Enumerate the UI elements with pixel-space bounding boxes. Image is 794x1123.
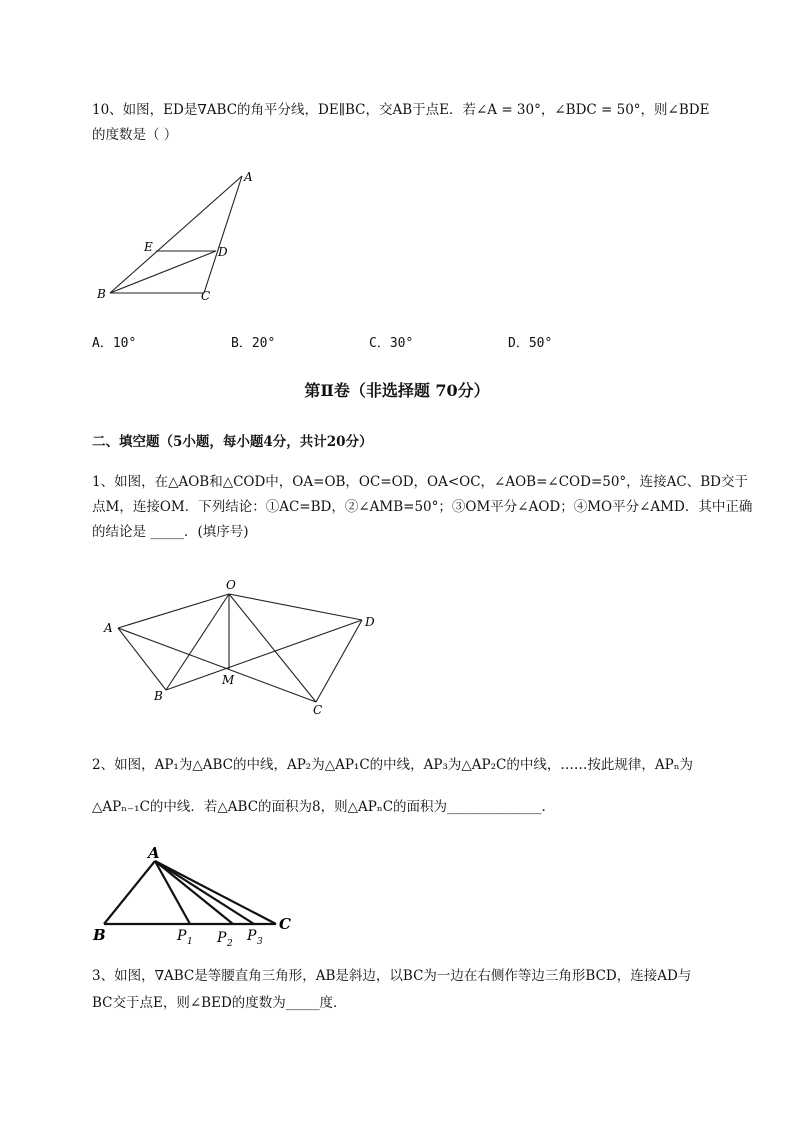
fill1-label-D: D — [365, 615, 375, 629]
fill2-label-P1-sub: 1 — [187, 937, 193, 947]
fill2-label-A: A — [148, 844, 160, 862]
fill1-text-line2: 点M，连接OM．下列结论：①AC=BD，②∠AMB=50°；③OM平分∠AOD；④MO平分∠AMD．其中正确 — [92, 499, 753, 515]
fill2-label-B: B — [93, 926, 106, 944]
q10-label-E: E — [144, 240, 153, 254]
fill1-text-line1: 1、如图，在△AOB和△COD中，OA=OB，OC=OD，OA<OC，∠AOB=∠COD=50°，连接AC、BD交于 — [92, 474, 749, 490]
fill1-label-O: O — [226, 578, 236, 592]
q10-text-line1: 10、如图，ED是∇ABC的角平分线，DE∥BC，交AB于点E．若∠A = 30°，∠BDC = 50°，则∠BDE — [92, 102, 710, 118]
fill1-label-C: C — [313, 703, 323, 717]
q10-choice-c: C．30° — [369, 336, 414, 351]
q10-choice-a: A．10° — [92, 336, 137, 351]
q10-label-B: B — [97, 287, 106, 301]
q10-choice-b: B．20° — [231, 336, 276, 351]
fill2-label-P3-sub: 3 — [257, 937, 263, 947]
section-subtitle: 二、填空题（5小题，每小题4分，共计20分） — [92, 434, 373, 450]
q10-text-line2: 的度数是（ ） — [92, 127, 178, 143]
fill1-label-A: A — [104, 621, 113, 635]
fill2-label-P3: P — [247, 928, 257, 944]
fill2-text-line1: 2、如图，AP₁为△ABC的中线，AP₂为△AP₁C的中线，AP₃为△AP₂C的中线，……按此规律，APₙ为 — [92, 757, 694, 773]
q10-label-D: D — [218, 245, 228, 259]
section-title: 第Ⅱ卷（非选择题 70分） — [304, 381, 490, 400]
fill1-text-line3: 的结论是 _____．(填序号) — [92, 524, 249, 540]
fill1-label-M: M — [222, 673, 235, 687]
q10-choice-d: D．50° — [508, 336, 553, 351]
fill3-text-line2: BC交于点E，则∠BED的度数为_____度． — [92, 995, 347, 1011]
fill2-label-P1: P — [177, 928, 187, 944]
fill1-label-B: B — [154, 689, 163, 703]
fill3-text-line1: 3、如图，∇ABC是等腰直角三角形，AB是斜边，以BC为一边在右侧作等边三角形BCD，连接AD与 — [92, 968, 692, 984]
fill2-label-P2: P — [217, 930, 227, 946]
fill2-text-line2: △APₙ₋₁C的中线．若△ABC的面积为8，则△APₙC的面积为______________. — [92, 799, 546, 815]
q10-label-C: C — [201, 289, 211, 303]
fill2-label-C: C — [279, 915, 291, 933]
fill2-label-P2-sub: 2 — [227, 939, 233, 949]
q10-label-A: A — [244, 170, 253, 184]
